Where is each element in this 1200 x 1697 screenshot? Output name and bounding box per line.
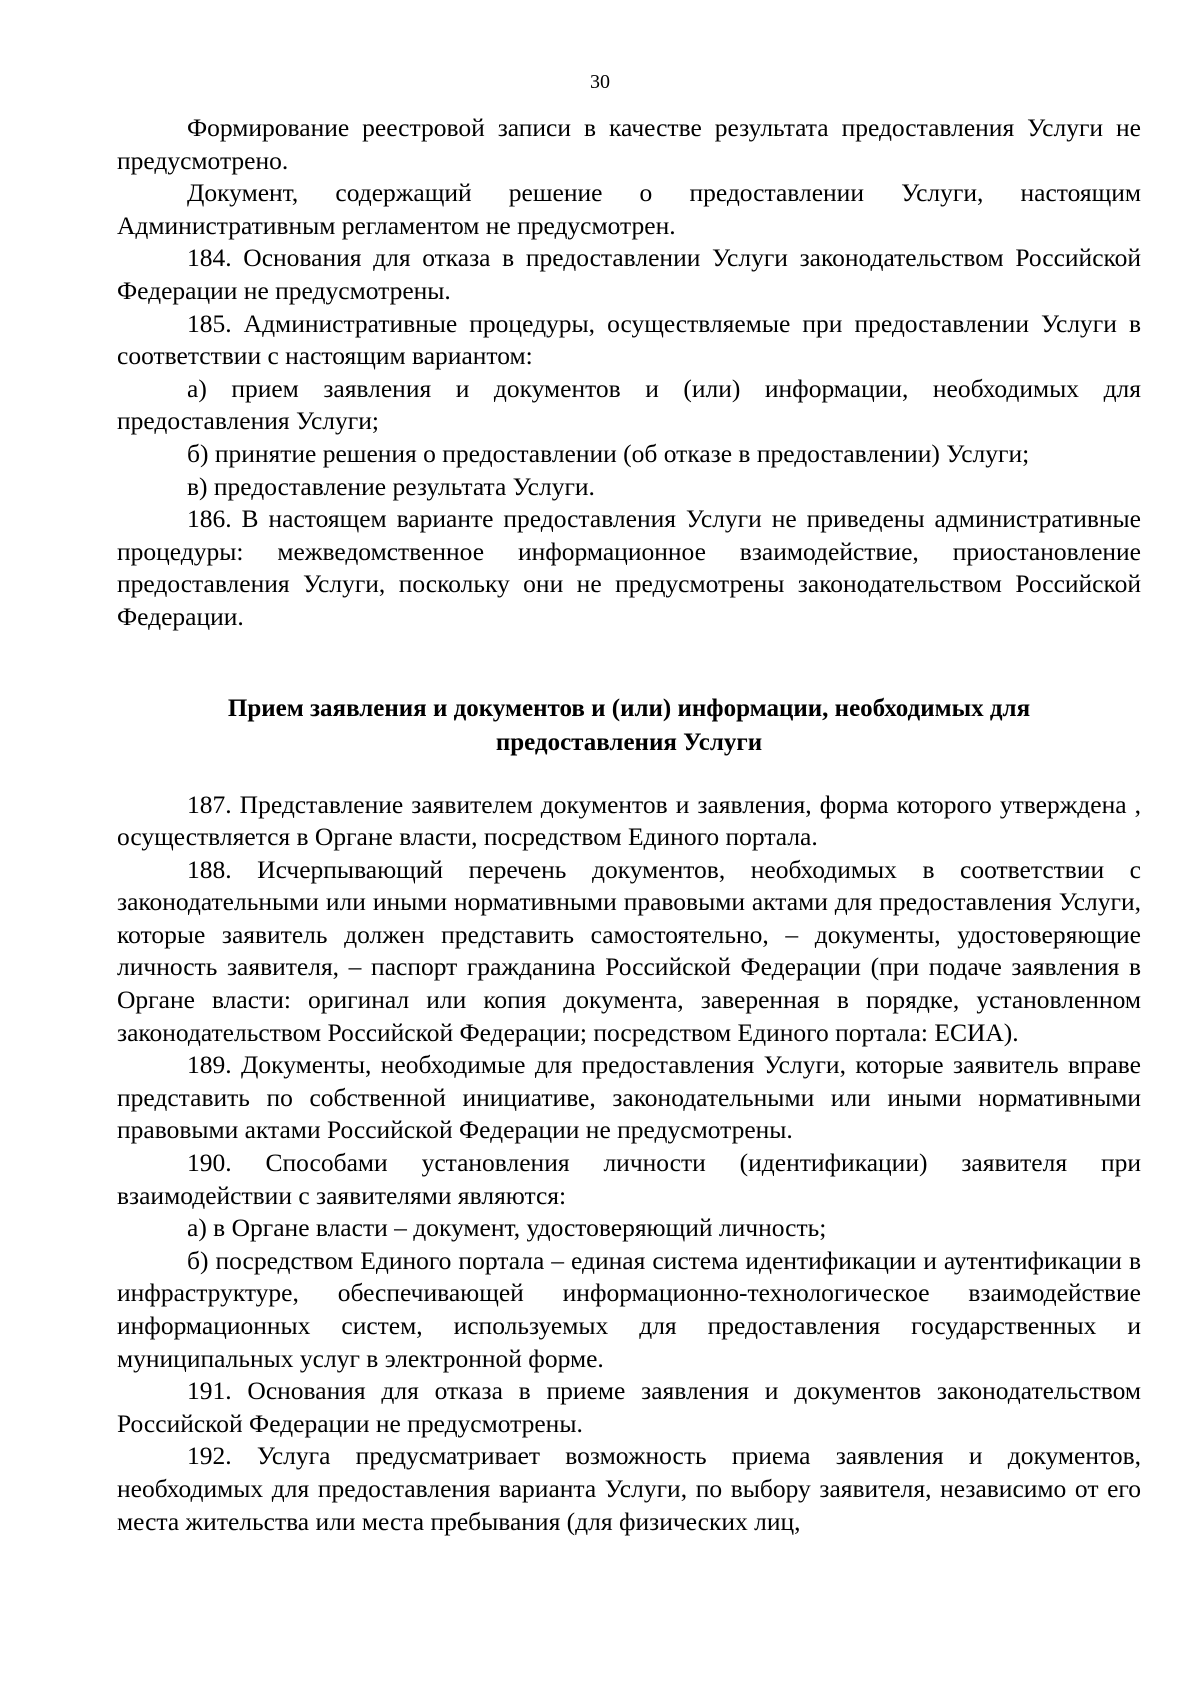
list-item-185-b: б) принятие решения о предоставлении (об отказе в предоставлении) Услуги; bbox=[187, 438, 1030, 468]
list-item-185-a: а) прием заявления и документов и (или) информации, необходимых для предоставления Услуги; bbox=[117, 373, 1141, 436]
paragraph-result-registry: Формирование реестровой записи в качестве результата предоставления Услуги не предусмотрено. bbox=[117, 113, 1141, 175]
paragraph-decision-document: Документ, содержащий решение о предоставлении Услуги, настоящим Административным регламентом не предусмотрен. bbox=[117, 178, 1141, 240]
paragraph-190: 190. Способами установления личности (идентификации) заявителя при взаимодействии с заявителями являются: bbox=[117, 1148, 1141, 1210]
paragraph-192: 192. Услуга предусматривает возможность приема заявления и документов, необходимых для предоставления варианта Услуги, по выбору заявителя, независимо от его места жительства или места пребывания (для физических лиц, bbox=[117, 1441, 1141, 1536]
list-item-185-v: в) предоставление результата Услуги. bbox=[187, 471, 595, 501]
paragraph-186: 186. В настоящем варианте предоставления Услуги не приведены административные процедуры: межведомственное информационное взаимодействие, приостановление предоставления Услуги, поскольку они не предусмотрены законодательством Российской Федерации. bbox=[117, 504, 1141, 631]
paragraph-184: 184. Основания для отказа в предоставлении Услуги законодательством Российской Федерации не предусмотрены. bbox=[117, 243, 1141, 305]
page-number: 30 bbox=[590, 71, 610, 93]
section-heading: Прием заявления и документов и (или) информации, необходимых для предоставления Услуги bbox=[227, 694, 1031, 756]
document-body bbox=[117, 112, 1141, 1538]
paragraph-188: 188. Исчерпывающий перечень документов, необходимых в соответствии с законодательными или иными нормативными правовыми актами для предоставления Услуги, которые заявитель должен представить самостоятельно, – документы, удостоверяющие личность заявителя, – паспорт гражданина Российской Федерации (при подаче заявления в Органе власти: оригинал или копия документа, заверенная в порядке, установленном законодательством Российской Федерации; посредством Единого портала: ЕСИА). bbox=[117, 854, 1141, 1047]
list-item-190-a: а) в Органе власти – документ, удостоверяющий личность; bbox=[187, 1213, 827, 1243]
paragraph-191: 191. Основания для отказа в приеме заявления и документов законодательством Российской Федерации не предусмотрены. bbox=[117, 1376, 1141, 1438]
paragraph-187: 187. Представление заявителем документов и заявления, форма которого утверждена , осуществляется в Органе власти, посредством Единого портала. bbox=[117, 789, 1141, 852]
list-item-190-b: б) посредством Единого портала – единая система идентификации и аутентификации в инфраструктуре, обеспечивающей информационно-технологическое взаимодействие информационных систем, используемых для предоставления государственных и муниципальных услуг в электронной форме. bbox=[117, 1245, 1141, 1373]
paragraph-185: 185. Административные процедуры, осуществляемые при предоставлении Услуги в соответствии с настоящим вариантом: bbox=[117, 308, 1141, 371]
paragraph-189: 189. Документы, необходимые для предоставления Услуги, которые заявитель вправе представить по собственной инициативе, законодательными или иными нормативными правовыми актами Российской Федерации не предусмотрены. bbox=[117, 1050, 1141, 1145]
